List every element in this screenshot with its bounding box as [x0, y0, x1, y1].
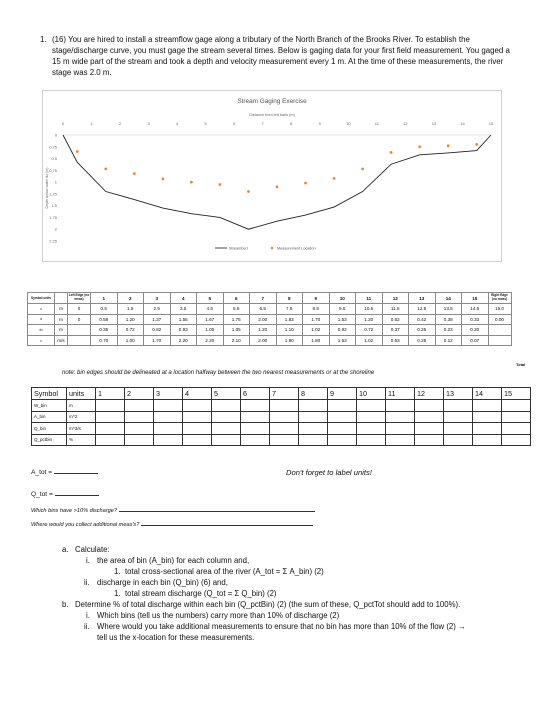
task-a-ii-text: discharge in each bin (Q_bin) (6) and, — [97, 578, 228, 587]
bin-col-number: 12 — [415, 388, 444, 400]
gaging-cell-unit: m/s — [55, 335, 68, 346]
bin-answer-cell[interactable] — [473, 423, 502, 435]
bin-col-number: 14 — [473, 388, 502, 400]
x-tick-label: 1 — [90, 121, 93, 126]
y-tick-label: 0 — [54, 132, 57, 138]
bin-answer-cell[interactable] — [415, 434, 444, 446]
x-tick-label: 2 — [118, 121, 122, 126]
y-tick-label: 1.75 — [49, 214, 57, 220]
gaging-cell-value: 8.5 — [303, 304, 330, 315]
bin-answer-cell[interactable] — [444, 423, 473, 435]
gaging-cell-value: 0.92 — [329, 325, 356, 336]
bin-answer-cell[interactable] — [154, 434, 183, 446]
x-tick-label: 12 — [403, 121, 408, 126]
gaging-cell-value: 1.20 — [356, 314, 383, 325]
gaging-cell-symbol: dv — [28, 325, 55, 336]
bin-answer-cell[interactable] — [270, 411, 299, 423]
table-row — [28, 325, 512, 336]
y-tick-label: 1.5 — [51, 203, 57, 209]
bin-answer-cell[interactable] — [212, 400, 241, 412]
bin-answer-cell[interactable] — [125, 411, 154, 423]
task-b-text: Determine % of total discharge within each bin (Q_pctBin) (2) (the sum of these, Q_pctTot should add to 100%). — [75, 600, 461, 609]
bin-col-number: 11 — [386, 388, 415, 400]
bin-answer-cell[interactable] — [473, 400, 502, 412]
gaging-col-bin: 13 — [409, 293, 436, 304]
bin-cell-unit: m — [67, 400, 96, 412]
gaging-cell-value: 0.93 — [170, 325, 197, 336]
gaging-cell-value: 2.00 — [250, 314, 277, 325]
y-tick-label: 0.25 — [49, 144, 57, 150]
table-row — [32, 411, 531, 423]
bin-answer-cell[interactable] — [212, 434, 241, 446]
bin-cell-symbol: Q_pctbin — [32, 434, 67, 446]
gaging-cell-value: 0.25 — [409, 325, 436, 336]
gaging-cell-unit: m — [55, 314, 68, 325]
measurement-point — [304, 182, 307, 185]
stream-gaging-chart — [42, 90, 502, 262]
gaging-cell-value: 0.58 — [91, 314, 118, 325]
gaging-col-bin: 7 — [250, 293, 277, 304]
gaging-col-bin: 6 — [223, 293, 250, 304]
task-b-i-text: Which bins (tell us the numbers) carry more than 10% of discharge (2) — [97, 611, 340, 620]
gaging-col-bin: 10 — [329, 293, 356, 304]
bin-cell-symbol: A_bin — [32, 411, 67, 423]
bin-answer-cell[interactable] — [415, 423, 444, 435]
bin-col-number: 6 — [241, 388, 270, 400]
bin-answer-cell[interactable] — [125, 400, 154, 412]
gaging-cell-value: 2.00 — [250, 335, 277, 346]
table-row — [28, 335, 512, 346]
x-tick-label: 4 — [176, 121, 179, 126]
bin-answer-cell[interactable] — [473, 434, 502, 446]
y-tick-label: 1 — [54, 179, 57, 185]
gaging-cell-right-edge — [488, 325, 511, 336]
measurement-point — [361, 168, 364, 171]
task-a-ii-marker: ii. — [84, 578, 90, 587]
gaging-cell-value: 0.62 — [382, 314, 409, 325]
bin-col-number: 1 — [96, 388, 125, 400]
gaging-cell-value: 1.37 — [144, 314, 171, 325]
gaging-col-bin: 8 — [276, 293, 303, 304]
measurement-point — [390, 151, 393, 154]
bin-answer-cell[interactable] — [299, 423, 328, 435]
task-a-marker: a. — [62, 545, 69, 554]
gaging-cell-value: 1.70 — [303, 314, 330, 325]
bin-answer-cell[interactable] — [357, 423, 386, 435]
gaging-table-header — [28, 293, 512, 304]
gaging-cell-value: 0.5 — [91, 304, 118, 315]
gaging-cell-value: 1.70 — [144, 335, 171, 346]
bin-col-number: 15 — [502, 388, 531, 400]
bin-answer-cell[interactable] — [241, 423, 270, 435]
y-tick-label: 1.25 — [49, 191, 57, 197]
bin-answer-cell[interactable] — [96, 434, 125, 446]
gaging-cell-symbol: v — [28, 335, 55, 346]
gaging-col-left-edge: Left Edge (no meas) — [68, 293, 91, 304]
bin-answer-cell[interactable] — [502, 434, 531, 446]
gaging-cell-value: 1.00 — [117, 335, 144, 346]
bin-answer-cell[interactable] — [357, 400, 386, 412]
table-row — [32, 423, 531, 435]
measurement-point — [76, 150, 79, 153]
bin-answer-cell[interactable] — [154, 400, 183, 412]
gaging-cell-value: 0.12 — [435, 335, 462, 346]
bin-answer-cell[interactable] — [502, 423, 531, 435]
measurement-point — [190, 181, 193, 184]
bin-answer-cell[interactable] — [357, 434, 386, 446]
bin-answer-cell[interactable] — [212, 411, 241, 423]
gaging-cell-value: 0.53 — [382, 335, 409, 346]
gaging-cell-value: 1.53 — [329, 335, 356, 346]
bin-cell-unit: % — [67, 434, 96, 446]
gaging-cell-value: 1.53 — [329, 314, 356, 325]
gaging-cell-value: 0.23 — [435, 325, 462, 336]
question-number: 1. — [40, 35, 47, 44]
gaging-cell-value: 9.5 — [329, 304, 356, 315]
gaging-cell-right-edge: 15.0 — [488, 304, 511, 315]
which-bins-question — [31, 508, 315, 514]
chart-title: Stream Gaging Exercise — [237, 98, 307, 105]
bin-answer-cell[interactable] — [154, 423, 183, 435]
bin-col-units: units — [67, 388, 96, 400]
gaging-cell-value: 1.05 — [223, 325, 250, 336]
bin-col-number: 2 — [125, 388, 154, 400]
table-row — [32, 434, 531, 446]
bin-answer-cell[interactable] — [183, 423, 212, 435]
bin-col-number: 10 — [357, 388, 386, 400]
x-tick-label: 3 — [147, 121, 150, 126]
gaging-col-bin: 9 — [303, 293, 330, 304]
where-meas-blank[interactable] — [141, 525, 313, 526]
gaging-cell-value: 2.5 — [144, 304, 171, 315]
bin-answer-cell[interactable] — [299, 411, 328, 423]
where-meas-label: Where would you collect additional meas's? — [31, 522, 140, 528]
bin-answer-cell[interactable] — [96, 411, 125, 423]
gaging-col-units-blank — [55, 293, 68, 304]
measurement-point — [219, 183, 222, 186]
measurement-point — [447, 144, 450, 147]
chart-svg — [43, 91, 501, 261]
task-b-i-marker: i. — [86, 611, 90, 620]
gaging-cell-value: 2.20 — [197, 335, 224, 346]
bin-col-number: 9 — [328, 388, 357, 400]
x-tick-label: 15 — [488, 121, 494, 126]
qtot-blank[interactable] — [55, 495, 99, 496]
gaging-cell-value: 11.5 — [382, 304, 409, 315]
bin-cell-unit: m^2 — [67, 411, 96, 423]
which-bins-blank[interactable] — [119, 511, 315, 512]
question-text: (16) You are hired to install a streamflow gage along a tributary of the North Branch of the Brooks River. To establish the stage/discharge curve, you must gage the stream several times. Below is gaging data for your first field measurement. You gaged a 15 m wide part of the stream and took a depth and velocity measurement every 1 m. At the time of these measurements, the river stage was 2.0 m. — [52, 35, 510, 77]
bin-answer-cell[interactable] — [183, 400, 212, 412]
bin-col-number: 5 — [212, 388, 241, 400]
bin-col-number: 13 — [444, 388, 473, 400]
units-reminder: Don't forget to label units! — [286, 468, 372, 477]
task-b-ii-text: Where would you take additional measurements to ensure that no bin has more than 10% of the flow (2) → — [97, 622, 466, 631]
bin-answer-cell[interactable] — [125, 423, 154, 435]
where-meas-question — [31, 522, 313, 528]
atot-answer — [31, 469, 98, 476]
table-row — [28, 314, 512, 325]
bin-answer-cell[interactable] — [125, 434, 154, 446]
task-b-ii-text-cont: tell us the x-location for these measurements. — [97, 633, 255, 642]
task-b-marker: b. — [62, 600, 69, 609]
gaging-cell-left-edge — [68, 325, 91, 336]
gaging-cell-value: 1.02 — [356, 335, 383, 346]
bin-answer-cell[interactable] — [415, 411, 444, 423]
y-tick-label: 2 — [54, 226, 57, 232]
bin-answer-cell[interactable] — [473, 411, 502, 423]
y-tick-label: 0.5 — [51, 156, 57, 162]
gaging-col-bin: 12 — [382, 293, 409, 304]
bin-answer-cell[interactable] — [154, 411, 183, 423]
bin-col-number: 7 — [270, 388, 299, 400]
task-a-i-1-text: total cross-sectional area of the river (A_tot = Σ A_bin) (2) — [125, 567, 324, 576]
gaging-cell-value: 1.5 — [117, 304, 144, 315]
task-b-ii-marker: ii. — [84, 622, 90, 631]
qtot-answer — [31, 491, 99, 498]
gaging-data-table — [27, 292, 512, 346]
chart-x2-label: Distance from left bank (m) — [249, 113, 295, 117]
x-tick-label: 7 — [261, 121, 264, 126]
task-a-i-1-marker: 1. — [114, 567, 121, 576]
x-tick-label: 8 — [290, 121, 293, 126]
question-header — [40, 34, 512, 78]
bin-answer-cell[interactable] — [96, 423, 125, 435]
gaging-cell-value: 13.5 — [435, 304, 462, 315]
legend-measurement-swatch — [271, 247, 274, 250]
gaging-cell-value: 0.70 — [91, 335, 118, 346]
table-row — [28, 304, 512, 315]
bin-answer-cell[interactable] — [444, 411, 473, 423]
gaging-cell-value: 0.33 — [462, 314, 489, 325]
gaging-cell-value: 0.72 — [356, 325, 383, 336]
bin-col-number: 3 — [154, 388, 183, 400]
gaging-col-bin: 2 — [117, 293, 144, 304]
gaging-cell-value: 1.55 — [170, 314, 197, 325]
gaging-cell-value: 0.82 — [144, 325, 171, 336]
bin-answer-cell[interactable] — [386, 434, 415, 446]
atot-label: A_tot = — [31, 469, 53, 476]
task-a-i-marker: i. — [86, 556, 90, 565]
gaging-cell-value: 2.20 — [170, 335, 197, 346]
bin-col-number: 4 — [183, 388, 212, 400]
bin-answer-cell[interactable] — [241, 434, 270, 446]
legend-streambed-label: Streambed — [229, 246, 248, 251]
table-row — [32, 400, 531, 412]
bin-cell-unit: m^3/s — [67, 423, 96, 435]
bin-answer-table — [31, 387, 531, 446]
bin-answer-cell[interactable] — [270, 400, 299, 412]
task-a-ii-1-marker: 1. — [114, 589, 121, 598]
bin-answer-cell[interactable] — [502, 400, 531, 412]
bin-answer-cell[interactable] — [241, 411, 270, 423]
gaging-cell-value: 1.20 — [117, 314, 144, 325]
gaging-cell-value: 12.5 — [409, 304, 436, 315]
gaging-cell-right-edge: 0.00 — [488, 314, 511, 325]
gaging-cell-symbol: d — [28, 314, 55, 325]
gaging-col-bin: 3 — [144, 293, 171, 304]
gaging-col-bin: 14 — [435, 293, 462, 304]
gaging-cell-value: 1.02 — [303, 325, 330, 336]
bin-answer-cell[interactable] — [96, 400, 125, 412]
gaging-cell-value: 0.37 — [382, 325, 409, 336]
bin-answer-cell[interactable] — [241, 400, 270, 412]
bin-col-symbol: Symbol — [32, 388, 67, 400]
x-tick-label: 13 — [431, 121, 437, 126]
bin-answer-cell[interactable] — [386, 400, 415, 412]
gaging-cell-symbol: x — [28, 304, 55, 315]
gaging-col-bin: 15 — [462, 293, 489, 304]
bin-answer-cell[interactable] — [183, 434, 212, 446]
bin-table-header — [32, 388, 531, 400]
task-a-ii-1-text: total stream discharge (Q_tot = Σ Q_bin) (2) — [125, 589, 277, 598]
bin-answer-cell[interactable] — [270, 423, 299, 435]
gaging-cell-right-edge — [488, 335, 511, 346]
gaging-cell-value: 0.20 — [462, 325, 489, 336]
gaging-cell-value: 0.07 — [462, 335, 489, 346]
gaging-cell-value: 0.72 — [117, 325, 144, 336]
measurement-point — [133, 172, 136, 175]
task-a-text: Calculate: — [75, 545, 110, 554]
streambed-line — [63, 135, 491, 229]
bin-edge-note: note: bin edges should be delineated at a location halfway between the two nearest measurements or at the shoreline — [62, 370, 375, 376]
bin-answer-cell[interactable] — [299, 400, 328, 412]
gaging-cell-value: 2.10 — [223, 335, 250, 346]
y-tick-label: 0.75 — [49, 167, 57, 173]
gaging-cell-value: 14.5 — [462, 304, 489, 315]
x-tick-label: 9 — [318, 121, 321, 126]
gaging-cell-value: 1.90 — [276, 335, 303, 346]
gaging-col-symbol-units: Symbol units — [28, 293, 55, 304]
bin-answer-cell[interactable] — [212, 423, 241, 435]
bin-answer-cell[interactable] — [386, 411, 415, 423]
gaging-cell-unit: m — [55, 325, 68, 336]
gaging-col-bin: 1 — [91, 293, 118, 304]
gaging-cell-left-edge: 0 — [68, 314, 91, 325]
bin-answer-cell[interactable] — [328, 434, 357, 446]
y-tick-label: 2.25 — [49, 238, 57, 244]
gaging-cell-value: 0.42 — [409, 314, 436, 325]
measurement-point — [475, 143, 478, 146]
gaging-cell-value: 1.80 — [303, 335, 330, 346]
gaging-col-right-edge: Right Edge (no meas) — [488, 293, 511, 304]
bin-answer-cell[interactable] — [357, 411, 386, 423]
measurement-point — [161, 177, 164, 180]
gaging-cell-value: 6.5 — [250, 304, 277, 315]
atot-blank[interactable] — [54, 473, 98, 474]
gaging-cell-unit: m — [55, 304, 68, 315]
bin-answer-cell[interactable] — [444, 400, 473, 412]
gaging-cell-value: 0.25 — [409, 335, 436, 346]
measurement-point — [104, 168, 107, 171]
bin-cell-symbol: W_bin — [32, 400, 67, 412]
gaging-col-bin: 11 — [356, 293, 383, 304]
gaging-cell-value: 1.67 — [197, 314, 224, 325]
x-tick-label: 11 — [374, 121, 379, 126]
total-label: Total — [516, 362, 526, 367]
bin-answer-cell[interactable] — [502, 411, 531, 423]
x-tick-label: 14 — [460, 121, 465, 126]
bin-col-number: 8 — [299, 388, 328, 400]
x-tick-label: 6 — [233, 121, 236, 126]
bin-cell-symbol: Q_bin — [32, 423, 67, 435]
measurement-point — [333, 177, 336, 180]
gaging-cell-value: 1.00 — [197, 325, 224, 336]
bin-answer-cell[interactable] — [183, 411, 212, 423]
bin-answer-cell[interactable] — [328, 411, 357, 423]
chart-y-label: Depth below water dz (m) — [45, 167, 49, 209]
bin-answer-cell[interactable] — [299, 434, 328, 446]
gaging-cell-value: 10.5 — [356, 304, 383, 315]
qtot-label: Q_tot = — [31, 491, 53, 498]
bin-answer-cell[interactable] — [444, 434, 473, 446]
bin-answer-cell[interactable] — [415, 400, 444, 412]
x-tick-label: 10 — [346, 121, 351, 126]
gaging-cell-value: 0.38 — [435, 314, 462, 325]
x-tick-label: 0 — [61, 121, 65, 126]
bin-answer-cell[interactable] — [328, 423, 357, 435]
gaging-cell-value: 3.5 — [170, 304, 197, 315]
measurement-point — [247, 190, 250, 193]
which-bins-label: Which bins have >10% discharge? — [31, 508, 117, 514]
legend-measurement-label: Measurement Location — [277, 246, 316, 251]
gaging-col-bin: 4 — [170, 293, 197, 304]
bin-answer-cell[interactable] — [270, 434, 299, 446]
gaging-cell-left-edge — [68, 335, 91, 346]
measurement-point — [418, 145, 421, 148]
bin-answer-cell[interactable] — [328, 400, 357, 412]
bin-answer-cell[interactable] — [386, 423, 415, 435]
gaging-col-bin: 5 — [197, 293, 224, 304]
gaging-cell-value: 1.75 — [223, 314, 250, 325]
gaging-cell-left-edge: 0 — [68, 304, 91, 315]
gaging-cell-value: 1.20 — [250, 325, 277, 336]
gaging-cell-value: 4.5 — [197, 304, 224, 315]
gaging-cell-value: 5.5 — [223, 304, 250, 315]
gaging-cell-value: 1.10 — [276, 325, 303, 336]
task-a-i-text: the area of bin (A_bin) for each column and, — [97, 556, 250, 565]
gaging-cell-value: 1.83 — [276, 314, 303, 325]
gaging-cell-value: 7.5 — [276, 304, 303, 315]
x-tick-label: 5 — [204, 121, 207, 126]
gaging-cell-value: 0.35 — [91, 325, 118, 336]
measurement-point — [276, 185, 279, 188]
